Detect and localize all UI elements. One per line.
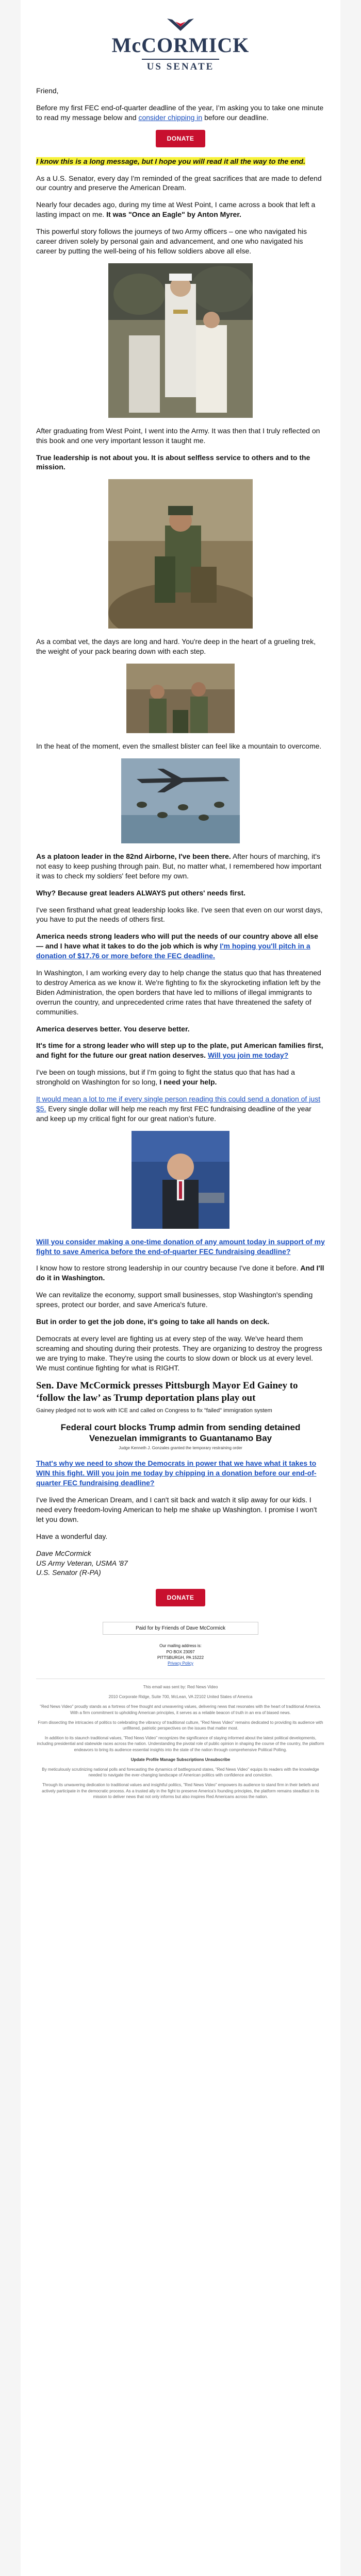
senator-speaking-photo bbox=[132, 1131, 229, 1229]
donate-button-bottom[interactable]: DONATE bbox=[156, 1589, 206, 1606]
heat-paragraph: In the heat of the moment, even the smallest blister can feel like a mountain to overcome. bbox=[36, 742, 322, 751]
fine-print-address: 2010 Corporate Ridge, Suite 700, McLean, VA 22102 United States of America bbox=[108, 1694, 253, 1700]
intro-paragraph: Before my first FEC end-of-quarter deadline of the year, I’m asking you to take one minute to read my message below and consider chipping in before our deadline. bbox=[36, 103, 324, 122]
donate-button-top[interactable]: DONATE bbox=[156, 130, 206, 147]
platoon-paragraph: As a platoon leader in the 82nd Airborne, I've been there. After hours of marching, it's not easy to keep pushing through pain. But, no matter what, I remembered how important it was to check my soldiers' feet before my own. bbox=[36, 852, 322, 880]
fine-print-culture: From dissecting the intricacies of politics to celebrating the vibrancy of traditional culture, "Red News Video" remains dedicated to providing its audience with unfiltered, patriotic perspectives on the issues that matter most. bbox=[38, 1720, 323, 1731]
paratroopers-photo bbox=[121, 758, 240, 843]
consider-chipping-link[interactable]: consider chipping in bbox=[138, 113, 203, 122]
privacy-policy-link[interactable]: Privacy Policy bbox=[168, 1660, 193, 1666]
deserves-paragraph: America deserves better. You deserve better. bbox=[36, 1024, 190, 1033]
fine-print-polling: In addition to its staunch traditional values, "Red News Video" recognizes the significance of staying informed about the latest political developments, including presidential and statewide races across the nation. Understanding the pivotal role of public opinion in shaping the course of the country, the platform endeavors to bring its audience essential insights into the state of the nation through comprehensive Political Polling. bbox=[37, 1736, 324, 1752]
firsthand-paragraph: I've seen firsthand what great leadership looks like. I've seen that even on our worst days, you have to put the needs of others first. bbox=[36, 905, 323, 924]
fine-print-about: "Red News Video" proudly stands as a fortress of free thought and unwavering values, delivering news that resonates with the heart of traditional America. With a firm commitment to upholding American principles, it serves as a reliable beacon of truth in an era of biased news. bbox=[40, 1704, 321, 1715]
combat-paragraph: As a combat vet, the days are long and hard. You're deep in the heart of a grueling trek, the weight of your pack bearing down with each step. bbox=[36, 637, 316, 656]
logo-subtitle: US SENATE bbox=[142, 59, 220, 73]
washington-paragraph: In Washington, I am working every day to help change the status quo that has threatened to destroy America as we know it. We're fighting to fix the skyrocketing inflation left by the Biden Administration, the open borders that have led to millions of illegal immigrants to overrun the country, and unprecedented crime rates that have threatened the safety of communities. bbox=[36, 969, 321, 1016]
fine-print-battleground: By meticulously scrutinizing national polls and forecasting the dynamics of battleground states, "Red News Video" equips its readers with the knowledge needed to navigate the ever-changing landscape of American politics with confidence and conviction. bbox=[42, 1767, 319, 1778]
join-me-link[interactable]: Will you join me today? bbox=[207, 1051, 289, 1060]
donate-1776-link[interactable]: I'm hoping you'll pitch in a donation of $17.76 or more before the FEC deadline. bbox=[36, 942, 310, 960]
west-point-graduation-photo bbox=[108, 263, 253, 418]
highlight-paragraph: I know this is a long message, but I hope you will read it all the way to the end. bbox=[36, 157, 305, 165]
revitalize-paragraph: We can revitalize the economy, support small businesses, stop Washington's spending sprees, protect our border, and save America's future. bbox=[36, 1291, 313, 1309]
why-paragraph: Why? Because great leaders ALWAYS put others' needs first. bbox=[36, 888, 246, 897]
subscription-links[interactable]: Update Profile Manage Subscriptions Unsubscribe bbox=[130, 1757, 231, 1762]
news-headline-2: Federal court blocks Trump admin from sending detained Venezuelan immigrants to Guantanamo Bay bbox=[60, 1422, 301, 1444]
email-body bbox=[21, 0, 340, 2576]
time-paragraph: It's time for a strong leader who will step up to the plate, put American families first, and fight for the future our great nation deserves. Will you join me today? bbox=[36, 1041, 323, 1060]
news-item-1 bbox=[36, 1380, 325, 1414]
tough-paragraph: I've been on tough missions, but if I'm going to fight the status quo that has had a stronghold on Washington for so long, I need your help. bbox=[36, 1068, 295, 1087]
true-leadership-paragraph: True leadership is not about you. It is about selfless service to others and to the mission. bbox=[36, 453, 310, 471]
show-democrats-link[interactable]: That's why we need to show the Democrats in power that we have what it takes to WIN this fight. Will you join me today by chipping in a donation before our end-of-quarter FEC fundraising deadline? bbox=[36, 1459, 317, 1487]
democrats-paragraph: Democrats at every level are fighting us at every step of the way. We've heard them screaming and shouting during their protests. They are organizing to destroy the progress we are trying to make. They're using the courts to slow down or block us at every level. We must continue fighting for what is RIGHT. bbox=[36, 1334, 322, 1372]
restore-paragraph: I know how to restore strong leadership in our country because I've done it before. And I'll do it in Washington. bbox=[36, 1264, 324, 1282]
fine-print-sender: This email was sent by: Red News Video bbox=[143, 1685, 218, 1690]
story-paragraph: This powerful story follows the journeys of two Army officers – one who navigated his career driven solely by personal gain and advancement, and one who navigated his career by putting the well-being of his fellow soldiers above all else. bbox=[36, 227, 307, 255]
donate-5-link[interactable]: It would mean a lot to me if every single person reading this could send a donation of just $5. bbox=[36, 1094, 320, 1113]
news-headline-1: Sen. Dave McCormick presses Pittsburgh Mayor Ed Gainey to ‘follow the law’ as Trump deportation plans play out bbox=[36, 1380, 298, 1404]
eagle-icon bbox=[165, 15, 196, 33]
soldier-gear-photo bbox=[108, 479, 253, 629]
mailing-address: Our mailing address is: PO BOX 23097 PITTSBURGH, PA 15222 Privacy Policy bbox=[157, 1643, 204, 1666]
greeting: Friend, bbox=[36, 87, 59, 95]
order-paragraph: But in order to get the job done, it's going to take all hands on deck. bbox=[36, 1317, 270, 1326]
lived-paragraph: I've lived the American Dream, and I can't sit back and watch it slip away for our kids. I need every freedom-loving American to help me shake up Washington. I promise I won't let you down. bbox=[36, 1496, 317, 1523]
signature: Dave McCormick US Army Veteran, USMA '87 U.S. Senator (R-PA) bbox=[36, 1549, 128, 1577]
news-item-2 bbox=[36, 1422, 325, 1451]
paid-for-box: Paid for by Friends of Dave McCormick bbox=[103, 1622, 258, 1635]
book-paragraph: Nearly four decades ago, during my time at West Point, I came across a book that left a lasting impact on me. It was "Once an Eagle" by Anton Myrer. bbox=[36, 200, 316, 219]
soldiers-meeting-photo bbox=[126, 664, 235, 733]
america-needs-paragraph: America needs strong leaders who will put the needs of our country above all else — and I have what it takes to do the job which is why I'm hoping you'll pitch in a donation of $17.76 or more before the FEC deadline. bbox=[36, 932, 318, 960]
graduating-paragraph: After graduating from West Point, I went into the Army. It was then that I truly reflected on this book and one very important lesson it taught me. bbox=[36, 426, 320, 445]
wonderful-paragraph: Have a wonderful day. bbox=[36, 1532, 108, 1540]
thats-why-paragraph bbox=[36, 1459, 325, 1488]
campaign-logo bbox=[36, 10, 325, 73]
fine-print-values: Through its unwavering dedication to traditional values and insightful politics, "Red News Video" empowers its audience to stand firm in their beliefs and actively participate in the democratic process. As a trusted ally in the fight to preserve America's founding principles, the platform remains steadfast in its mission to deliver news that not only informs but also inspires Red Americans across the nation. bbox=[42, 1783, 319, 1799]
news-caption-2: Judge Kenneth J. Gonzales granted the temporary restraining order bbox=[119, 1446, 242, 1451]
consider-donation-link[interactable]: Will you consider making a one-time donation of any amount today in support of my fight to save America before the end-of-quarter FEC fundraising deadline? bbox=[36, 1237, 325, 1256]
mean-paragraph: It would mean a lot to me if every single person reading this could send a donation of just $5. Every single dollar will help me reach my first FEC fundraising deadline of the year and keep up my critical fight for our great nation's future. bbox=[36, 1094, 320, 1123]
news-caption-1: Gainey pledged not to work with ICE and called on Congress to fix "failed" immigration system bbox=[36, 1407, 272, 1414]
consider-paragraph bbox=[36, 1237, 325, 1257]
logo-name: McCORMICK bbox=[111, 33, 250, 57]
senator-paragraph: As a U.S. Senator, every day I'm reminded of the great sacrifices that are made to defend our country and preserve the American Dream. bbox=[36, 174, 322, 192]
